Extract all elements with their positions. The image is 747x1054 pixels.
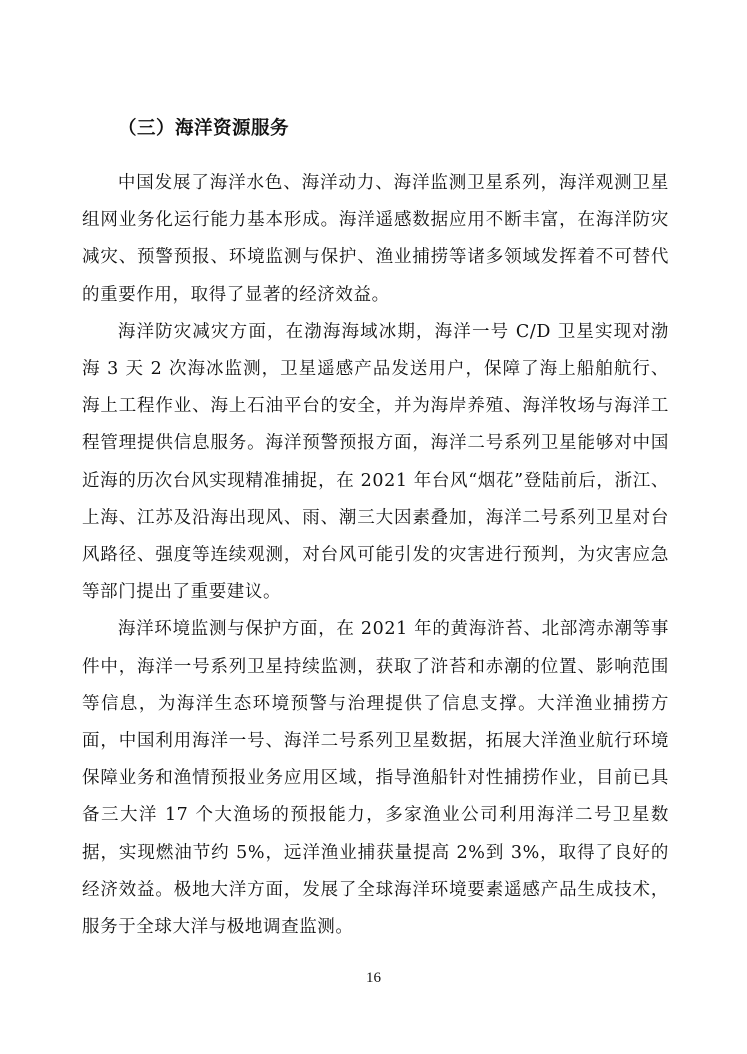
paragraph-environment-fishery: 海洋环境监测与保护方面，在 2021 年的黄海浒苔、北部湾赤潮等事件中，海洋一号系列卫星持续监测，获取了浒苔和赤潮的位置、影响范围等信息，为海洋生态环境预警与治理提供了信息支撑。大洋渔业捕捞方面，中国利用海洋一号、海洋二号系列卫星数据，拓展大洋渔业航行环境保障业务和渔情预报业务应用区域，指导渔船针对性捕捞作业，目前已具备三大洋 17 个大渔场的预报能力，多家渔业公司利用海洋二号卫星数据，实现燃油节约 5%，远洋渔业捕获量提高 2%到 3%，取得了良好的经济效益。极地大洋方面，发展了全球海洋环境要素遥感产品生成技术，服务于全球大洋与极地调查监测。: [82, 619, 669, 938]
body-text: [82, 165, 669, 946]
paragraph-disaster-prevention: 海洋防灾减灾方面，在渤海海域冰期，海洋一号 C/D 卫星实现对渤海 3 天 2 次海冰监测，卫星遥感产品发送用户，保障了海上船舶航行、海上工程作业、海上石油平台的安全，并为海岸养殖、海洋牧场与海洋工程管理提供信息服务。海洋预警预报方面，海洋二号系列卫星能够对中国近海的历次台风实现精准捕捉，在 2021 年台风“烟花”登陆前后，浙江、上海、江苏及沿海出现风、雨、潮三大因素叠加，海洋二号系列卫星对台风路径、强度等连续观测，对台风可能引发的灾害进行预判，为灾害应急等部门提出了重要建议。: [82, 321, 669, 603]
section-heading: （三）海洋资源服务: [118, 118, 290, 139]
page-number: 16: [366, 970, 381, 986]
paragraph-intro: 中国发展了海洋水色、海洋动力、海洋监测卫星系列，海洋观测卫星组网业务化运行能力基本形成。海洋遥感数据应用不断丰富，在海洋防灾减灾、预警预报、环境监测与保护、渔业捕捞等诸多领域发挥着不可替代的重要作用，取得了显著的经济效益。: [82, 173, 669, 305]
